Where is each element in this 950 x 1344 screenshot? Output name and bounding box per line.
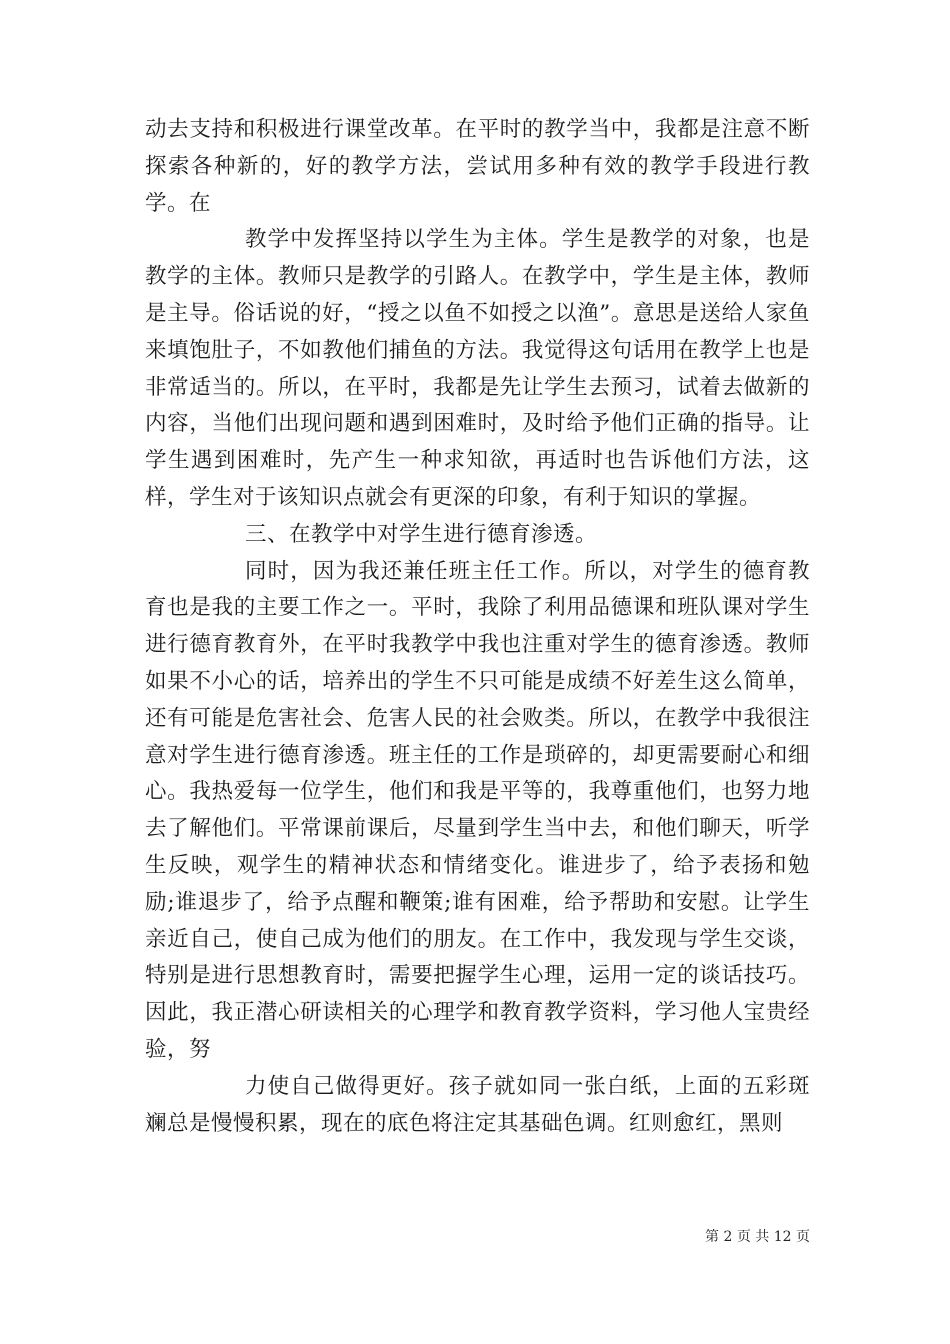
paragraph-2: 教学中发挥坚持以学生为主体。学生是教学的对象，也是教学的主体。教师只是教学的引路人。在教学中，学生是主体，教师是主导。俗话说的好，“授之以鱼不如授之以渔”。意思是送给人家鱼来填饱肚子，不如教他们捕鱼的方法。我觉得这句话用在教学上也是非常适当的。所以，在平时，我都是先让学生去预习，试着去做新的内容，当他们出现问题和遇到困难时，及时给予他们正确的指导。让学生遇到困难时，先产生一种求知欲，再适时也告诉他们方法，这样，学生对于该知识点就会有更深的印象，有利于知识的掌握。 bbox=[145, 227, 810, 510]
paragraph-1: 动去支持和积极进行课堂改革。在平时的教学当中，我都是注意不断探索各种新的，好的教学方法，尝试用多种有效的教学手段进行教学。在 bbox=[145, 117, 810, 216]
page-number-footer: 第 2 页 共 12 页 bbox=[705, 1229, 810, 1245]
section-heading: 三、在教学中对学生进行德育渗透。 bbox=[245, 521, 598, 547]
document-body bbox=[145, 112, 810, 1142]
paragraph-4: 同时，因为我还兼任班主任工作。所以，对学生的德育教育也是我的主要工作之一。平时，我除了利用品德课和班队课对学生进行德育教育外，在平时我教学中我也注重对学生的德育渗透。教师如果不小心的话，培养出的学生不只可能是成绩不好差生这么简单，还有可能是危害社会、危害人民的社会败类。所以，在教学中我很注意对学生进行德育渗透。班主任的工作是琐碎的，却更需要耐心和细心。我热爱每一位学生，他们和我是平等的，我尊重他们，也努力地去了解他们。平常课前课后，尽量到学生当中去，和他们聊天，听学生反映，观学生的精神状态和情绪变化。谁进步了，给予表扬和勉励;谁退步了，给予点醒和鞭策;谁有困难，给予帮助和安慰。让学生亲近自己，使自己成为他们的朋友。在工作中，我发现与学生交谈，特别是进行思想教育时，需要把握学生心理，运用一定的谈话技巧。因此，我正潜心研读相关的心理学和教育教学资料，学习他人宝贵经验，努 bbox=[145, 558, 810, 1062]
paragraph-5: 力使自己做得更好。孩子就如同一张白纸，上面的五彩斑斓总是慢慢积累，现在的底色将注定其基础色调。红则愈红，黑则 bbox=[145, 1073, 810, 1136]
